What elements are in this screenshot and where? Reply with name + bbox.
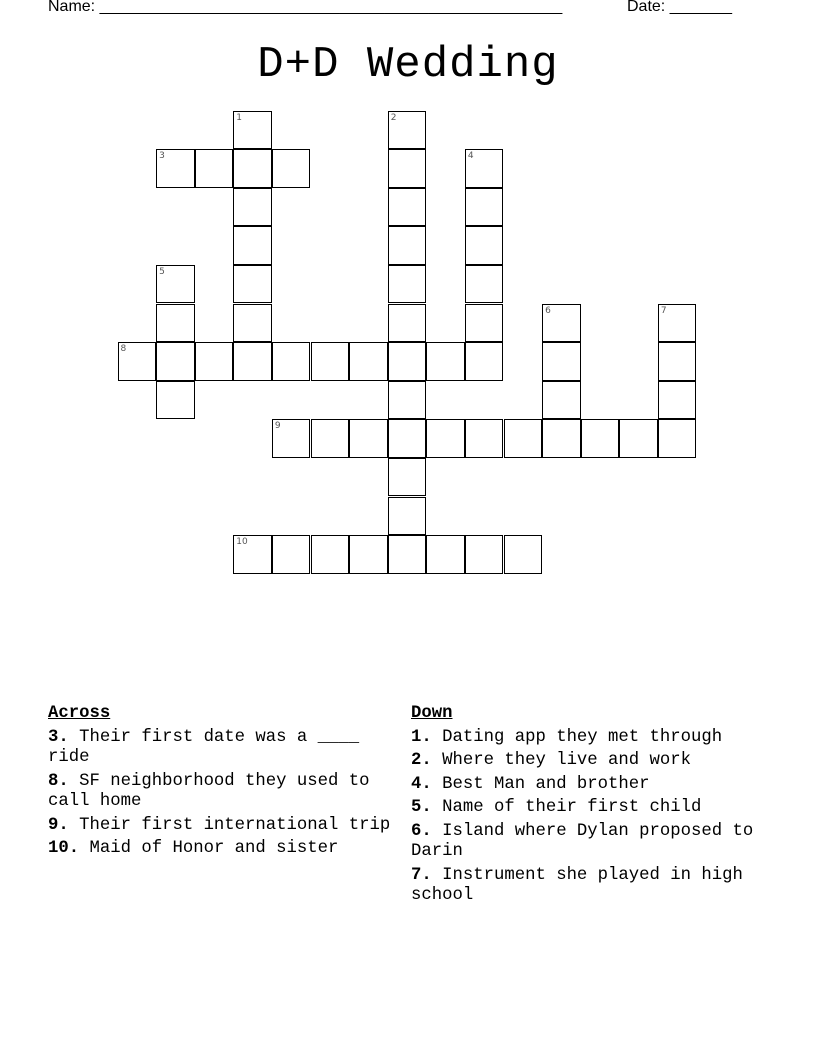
grid-cell[interactable] — [465, 419, 504, 458]
grid-cell[interactable] — [426, 419, 465, 458]
clue-label-number: 1. — [411, 727, 432, 747]
grid-cell[interactable] — [504, 535, 543, 574]
grid-cell[interactable] — [465, 149, 504, 188]
grid-cell[interactable] — [388, 111, 427, 150]
clue-text: Name of their first child — [431, 798, 702, 817]
down-clue — [411, 728, 781, 749]
clue-text: Their first date was a ____ ride — [48, 727, 360, 767]
date-field-line: Date: _______ — [627, 0, 732, 15]
clue-text: Where they live and work — [431, 751, 692, 770]
down-clue — [411, 866, 781, 907]
clue-number: 2 — [390, 112, 397, 123]
clue-number: 9 — [274, 421, 281, 432]
clue-label-number: 7. — [411, 865, 432, 885]
grid-cell[interactable] — [233, 535, 272, 574]
grid-cell[interactable] — [388, 188, 427, 227]
across-clue — [48, 816, 408, 837]
clue-label-number: 3. — [48, 727, 69, 747]
grid-cell[interactable] — [388, 535, 427, 574]
grid-cell[interactable] — [388, 497, 427, 536]
clue-text: Instrument she played in high school — [411, 865, 743, 905]
clue-number: 3 — [159, 151, 165, 162]
grid-cell[interactable] — [195, 149, 234, 188]
grid-cell[interactable] — [542, 342, 581, 381]
down-clue — [411, 798, 781, 819]
clue-number: 6 — [545, 305, 551, 316]
across-clues — [48, 704, 408, 863]
grid-cell[interactable] — [233, 342, 272, 381]
grid-cell[interactable] — [388, 226, 427, 265]
grid-cell[interactable] — [465, 265, 504, 304]
grid-cell[interactable] — [311, 342, 350, 381]
grid-cell[interactable] — [311, 419, 350, 458]
grid-cell[interactable] — [349, 535, 388, 574]
grid-cell[interactable] — [311, 535, 350, 574]
grid-cell[interactable] — [233, 188, 272, 227]
grid-cell[interactable] — [426, 342, 465, 381]
grid-cell[interactable] — [156, 381, 195, 420]
grid-cell[interactable] — [233, 226, 272, 265]
clue-label-number: 2. — [411, 751, 432, 770]
across-clue — [48, 772, 408, 813]
grid-cell[interactable] — [272, 535, 311, 574]
clue-label-number: 4. — [411, 774, 432, 794]
grid-cell[interactable] — [233, 111, 272, 150]
clue-label-number: 9. — [48, 815, 69, 835]
clue-number: 8 — [120, 344, 127, 355]
grid-cell[interactable] — [388, 304, 427, 343]
grid-cell[interactable] — [349, 419, 388, 458]
grid-cell[interactable] — [388, 265, 427, 304]
across-heading: Across — [48, 704, 111, 723]
grid-cell[interactable] — [465, 535, 504, 574]
grid-cell[interactable] — [233, 149, 272, 188]
clue-text: Island where Dylan proposed to Darin — [411, 821, 754, 861]
clue-number: 10 — [236, 537, 248, 548]
grid-cell[interactable] — [195, 342, 234, 381]
name-field-line: Name: ____________________________________________________ — [48, 0, 563, 15]
clue-number: 4 — [467, 151, 474, 162]
clue-number: 7 — [660, 305, 667, 316]
grid-cell[interactable] — [156, 265, 195, 304]
grid-cell[interactable] — [388, 342, 427, 381]
grid-cell[interactable] — [465, 342, 504, 381]
down-clue — [411, 751, 781, 772]
grid-cell[interactable] — [658, 304, 697, 343]
grid-cell[interactable] — [426, 535, 465, 574]
down-clues — [411, 704, 781, 910]
clue-text: Their first international trip — [68, 815, 391, 835]
grid-cell[interactable] — [272, 149, 311, 188]
clue-label-number: 8. — [48, 771, 69, 791]
clue-text: Maid of Honor and sister — [79, 839, 339, 858]
grid-cell[interactable] — [658, 381, 697, 420]
grid-cell[interactable] — [156, 149, 195, 188]
across-clue — [48, 728, 408, 769]
clue-number: 1 — [236, 112, 243, 123]
grid-cell[interactable] — [388, 381, 427, 420]
grid-cell[interactable] — [581, 419, 620, 458]
grid-cell[interactable] — [658, 419, 697, 458]
down-clue-list — [411, 728, 781, 907]
across-clue — [48, 839, 408, 860]
grid-cell[interactable] — [465, 304, 504, 343]
clue-label-number: 6. — [411, 821, 432, 841]
clue-text: Dating app they met through — [431, 727, 723, 747]
grid-cell[interactable] — [465, 188, 504, 227]
down-clue — [411, 822, 781, 863]
grid-cell[interactable] — [156, 342, 195, 381]
grid-cell[interactable] — [349, 342, 388, 381]
grid-cell[interactable] — [619, 419, 658, 458]
grid-cell[interactable] — [465, 226, 504, 265]
puzzle-title: D+D Wedding — [257, 40, 559, 90]
across-clue-list — [48, 728, 408, 860]
clue-number: 5 — [159, 266, 165, 277]
grid-cell[interactable] — [542, 419, 581, 458]
grid-cell[interactable] — [388, 458, 427, 497]
clue-label-number: 5. — [411, 798, 432, 817]
grid-cell[interactable] — [272, 342, 311, 381]
grid-cell[interactable] — [272, 419, 311, 458]
grid-cell[interactable] — [233, 304, 272, 343]
grid-cell[interactable] — [233, 265, 272, 304]
grid-cell[interactable] — [388, 149, 427, 188]
clue-label-number: 10. — [48, 839, 80, 858]
clue-text: Best Man and brother — [431, 774, 650, 794]
grid-cell[interactable] — [542, 381, 581, 420]
down-clue — [411, 775, 781, 796]
grid-cell[interactable] — [504, 419, 543, 458]
grid-cell[interactable] — [542, 304, 581, 343]
clue-text: SF neighborhood they used to call home — [48, 771, 370, 811]
grid-cell[interactable] — [156, 304, 195, 343]
grid-cell[interactable] — [388, 419, 427, 458]
down-heading: Down — [411, 704, 453, 723]
grid-cell[interactable] — [658, 342, 697, 381]
grid-cell[interactable] — [118, 342, 157, 381]
